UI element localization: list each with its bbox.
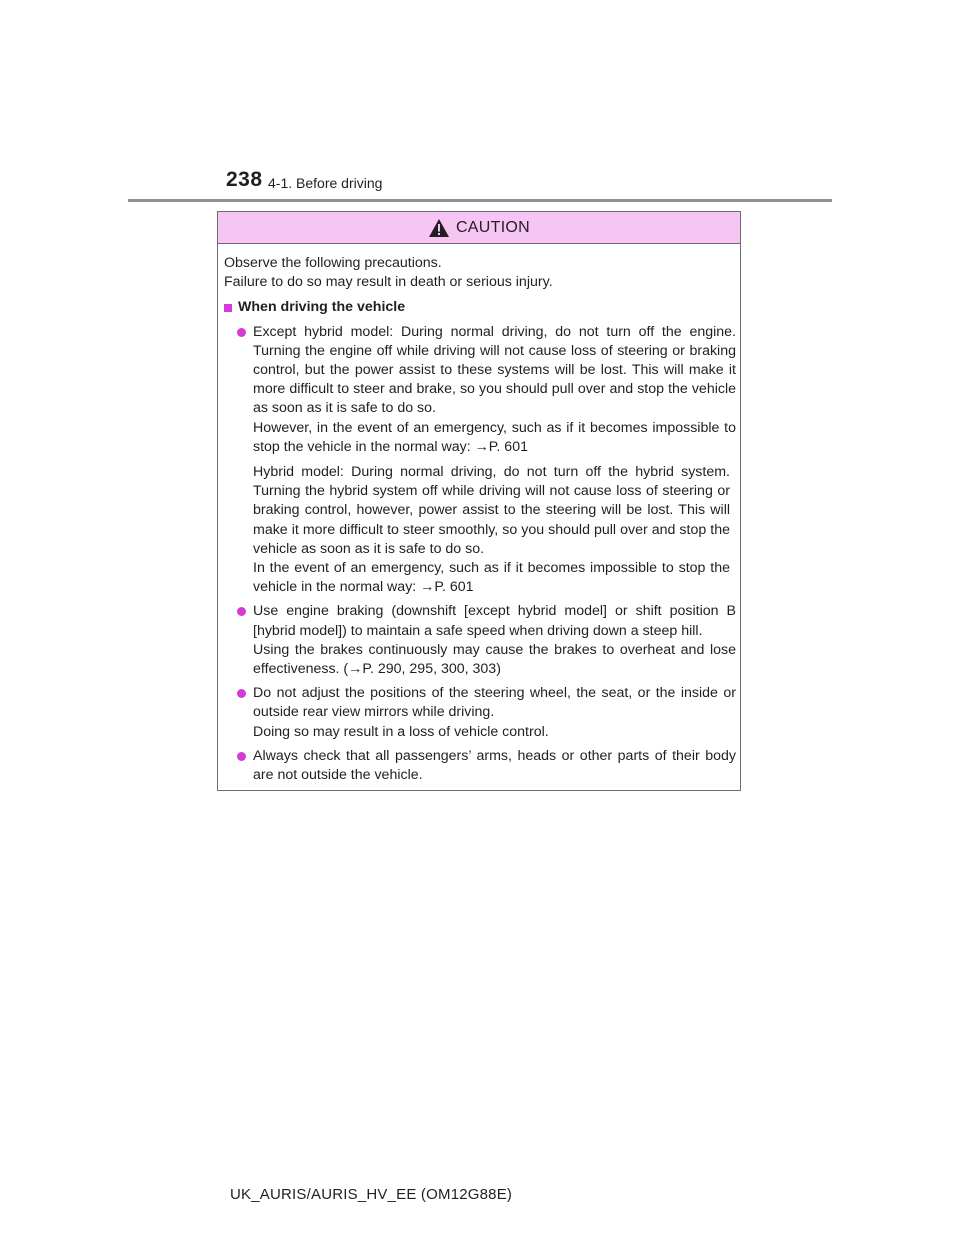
list-item-content bbox=[253, 747, 736, 785]
paragraph: In the event of an emergency, such as if it becomes impossible to stop the vehicle in the normal way: →P. 601 bbox=[253, 560, 730, 596]
list-item bbox=[224, 747, 736, 785]
paragraph: Do not adjust the positions of the steering wheel, the seat, or the inside or outside rear view mirrors while driving. bbox=[253, 685, 736, 721]
page-header bbox=[0, 0, 960, 205]
list-item bbox=[224, 323, 736, 598]
bullet-dot-icon bbox=[237, 689, 246, 698]
paragraph: Using the brakes continuously may cause the brakes to overheat and lose effectiveness. (→P. 290, 295, 300, 303) bbox=[253, 641, 736, 678]
bullet-dot-icon bbox=[237, 752, 246, 761]
paragraph: Hybrid model: During normal driving, do not turn off the hybrid system. Turning the hybrid system off while driving will not cause loss of steering or braking control, however, power assist to the steering will be lost. This will make it more difficult to steer smoothly, so you should pull over and stop the vehicle as soon as it is safe to do so. bbox=[253, 464, 730, 557]
warning-triangle-icon bbox=[428, 218, 450, 238]
paragraph: However, in the event of an emergency, such as if it becomes impossible to stop the vehicle in the normal way: →P. 601 bbox=[253, 419, 736, 455]
caution-header bbox=[218, 212, 740, 244]
section-heading-text: When driving the vehicle bbox=[238, 299, 406, 316]
list-item bbox=[224, 684, 736, 742]
header-divider bbox=[128, 199, 832, 202]
intro-line: Observe the following precautions. bbox=[224, 255, 442, 271]
section-heading bbox=[224, 298, 736, 317]
caution-intro bbox=[224, 254, 736, 292]
hybrid-note bbox=[253, 463, 736, 597]
section-title: 4-1. Before driving bbox=[268, 175, 383, 191]
list-item-content bbox=[253, 323, 736, 598]
page-number: 238 bbox=[226, 168, 263, 191]
caution-box bbox=[217, 211, 741, 791]
caution-title: CAUTION bbox=[455, 218, 531, 236]
precaution-list bbox=[224, 323, 736, 786]
list-item-content bbox=[253, 602, 736, 679]
caution-body bbox=[218, 244, 740, 785]
paragraph: Use engine braking (downshift [except hybrid model] or shift position B [hybrid model]) to maintain a safe speed when driving down a steep hill. bbox=[253, 603, 736, 639]
list-item-content bbox=[253, 684, 736, 742]
paragraph: Always check that all passengers’ arms, heads or other parts of their body are not outside the vehicle. bbox=[253, 747, 736, 784]
list-item bbox=[224, 602, 736, 679]
paragraph: Except hybrid model: During normal driving, do not turn off the engine. Turning the engine off while driving will not cause loss of steering or braking control, but the power assist to these systems will be lost. This will make it more difficult to steer and brake, so you should pull over and stop the vehicle as soon as it is safe to do so. bbox=[253, 323, 736, 417]
intro-line: Failure to do so may result in death or serious injury. bbox=[224, 274, 553, 291]
document-code: UK_AURIS/AURIS_HV_EE (OM12G88E) bbox=[230, 1186, 513, 1203]
square-bullet-icon bbox=[224, 304, 232, 312]
bullet-dot-icon bbox=[237, 328, 246, 337]
paragraph: Doing so may result in a loss of vehicle control. bbox=[253, 723, 549, 740]
bullet-dot-icon bbox=[237, 607, 246, 616]
